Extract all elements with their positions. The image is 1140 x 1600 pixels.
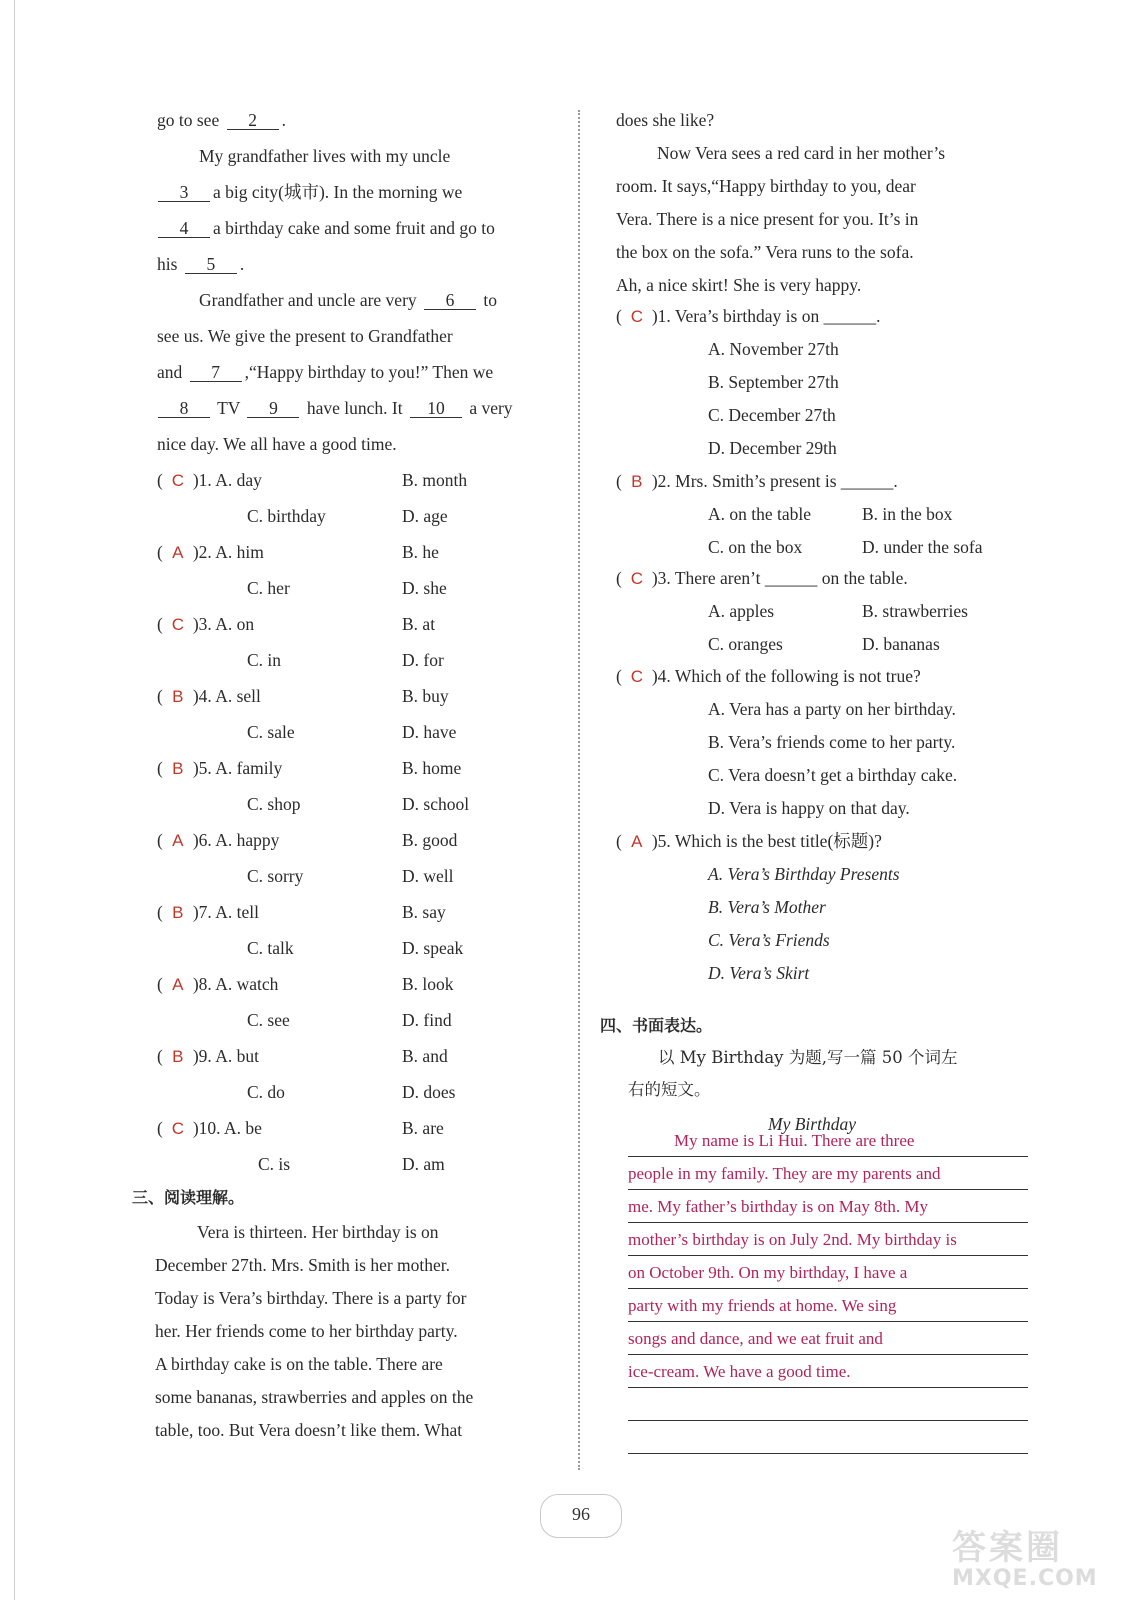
option-b: B. month	[402, 470, 468, 490]
option-b: B. buy	[402, 686, 449, 706]
cloze-question-row: ( B )9. A. but	[157, 1046, 259, 1066]
option-c: C. sale	[247, 722, 295, 742]
answer-mark: B	[172, 1047, 184, 1066]
answer-mark: A	[631, 832, 643, 851]
question-stem: )2. A. him	[192, 542, 264, 562]
cloze-text: a big city(城市). In the morning we	[213, 182, 463, 202]
site-watermark	[952, 1530, 1132, 1596]
question-stem: )5. Which is the best title(标题)?	[651, 831, 882, 851]
reading-question-q4: ( C )4. Which of the following is not true?	[616, 666, 921, 686]
cloze-question-row: ( C )10. A. be	[157, 1118, 262, 1138]
passage-line: the box on the sofa.” Vera runs to the sofa.	[616, 242, 914, 262]
answer-mark: A	[172, 831, 184, 850]
option-b: B. good	[402, 830, 458, 850]
cloze-text: a birthday cake and some fruit and go to	[213, 218, 495, 238]
option-b: B. he	[402, 542, 439, 562]
cloze-text: TV	[217, 398, 241, 418]
answer-mark: C	[630, 307, 643, 326]
cloze-text: have lunch. It	[306, 398, 403, 418]
option-c: C. is	[258, 1154, 291, 1174]
cloze-question-row: ( A )8. A. watch	[157, 974, 279, 994]
question-stem: )7. A. tell	[192, 902, 259, 922]
answer-mark: B	[172, 687, 184, 706]
option-a: A. on the table	[708, 504, 812, 524]
answer-mark: B	[172, 759, 184, 778]
answer-mark: C	[171, 1119, 184, 1138]
question-stem: )1. Vera’s birthday is on ______.	[651, 306, 881, 326]
question-stem: )1. A. day	[192, 470, 262, 490]
cloze-line-3	[155, 182, 462, 202]
answer-mark: C	[171, 471, 184, 490]
essay-line: songs and dance, and we eat fruit and	[628, 1324, 1028, 1355]
option-d: D. find	[402, 1010, 452, 1030]
option-c: C. oranges	[708, 634, 783, 654]
cloze-line-2: My grandfather lives with my uncle	[199, 146, 451, 166]
option-b: B. and	[402, 1046, 448, 1066]
cloze-text: ,“Happy birthday to you!” Then we	[244, 362, 494, 382]
option-b: B. Vera’s friends come to her party.	[708, 732, 956, 752]
passage-line: Vera is thirteen. Her birthday is on	[197, 1222, 439, 1242]
answer-mark: B	[172, 903, 184, 922]
cloze-question-row: ( A )2. A. him	[157, 542, 264, 562]
cloze-blank-4: 4	[158, 219, 210, 238]
question-stem: )6. A. happy	[192, 830, 280, 850]
essay-line	[628, 1390, 1028, 1421]
option-b: B. are	[402, 1118, 444, 1138]
option-d: D. school	[402, 794, 470, 814]
option-a: A. November 27th	[708, 339, 839, 359]
reading-question-q5: ( A )5. Which is the best title(标题)?	[616, 831, 882, 851]
option-d: D. she	[402, 578, 447, 598]
question-stem: )4. A. sell	[192, 686, 261, 706]
cloze-blank-7: 7	[190, 363, 242, 382]
cloze-blank-9: 9	[247, 399, 299, 418]
passage-line: Now Vera sees a red card in her mother’s	[657, 143, 945, 163]
cloze-text: Grandfather and uncle are very	[199, 290, 417, 310]
answer-mark: C	[171, 615, 184, 634]
option-a: A. apples	[708, 601, 775, 621]
passage-line: table, too. But Vera doesn’t like them. What	[155, 1420, 463, 1440]
cloze-blank-2: 2	[227, 111, 279, 130]
essay-line: My name is Li Hui. There are three	[628, 1126, 1028, 1157]
option-b: B. look	[402, 974, 454, 994]
answer-mark: B	[631, 472, 643, 491]
passage-line: December 27th. Mrs. Smith is her mother.	[155, 1255, 451, 1275]
watermark-logo-text: 答案圈	[952, 1528, 1063, 1568]
question-stem: )2. Mrs. Smith’s present is ______.	[651, 471, 898, 491]
question-stem: )8. A. watch	[192, 974, 279, 994]
essay-line: mother’s birthday is on July 2nd. My birthday is	[628, 1225, 1028, 1256]
option-a: A. Vera’s Birthday Presents	[708, 864, 900, 884]
cloze-text: .	[239, 254, 245, 274]
question-stem: )10. A. be	[192, 1118, 262, 1138]
passage-line: does she like?	[616, 110, 715, 130]
option-c: C. sorry	[247, 866, 304, 886]
essay-line: on October 9th. On my birthday, I have a	[628, 1258, 1028, 1289]
option-b: B. strawberries	[862, 601, 968, 621]
cloze-text: his	[157, 254, 178, 274]
passage-line: A birthday cake is on the table. There are	[155, 1354, 443, 1374]
cloze-line-6	[199, 290, 497, 310]
passage-line: Ah, a nice skirt! She is very happy.	[616, 275, 862, 295]
cloze-text: to	[483, 290, 498, 310]
cloze-line-9	[155, 398, 513, 418]
question-stem: )3. A. on	[192, 614, 255, 634]
cloze-question-row: ( B )4. A. sell	[157, 686, 261, 706]
writing-prompt-line-2: 右的短文。	[628, 1080, 711, 1099]
writing-prompt-line-1: 以 My Birthday 为题,写一篇 50 个词左	[658, 1048, 958, 1067]
option-d: D. December 29th	[708, 438, 837, 458]
option-b: B. at	[402, 614, 436, 634]
reading-question-q1: ( C )1. Vera’s birthday is on ______.	[616, 306, 881, 326]
option-d: D. have	[402, 722, 457, 742]
reading-question-q2: ( B )2. Mrs. Smith’s present is ______.	[616, 471, 898, 491]
cloze-line-8	[157, 362, 493, 382]
cloze-blank-6: 6	[424, 291, 476, 310]
option-c: C. shop	[247, 794, 301, 814]
writing-heading: 四、书面表达。	[600, 1016, 713, 1035]
question-stem: )9. A. but	[192, 1046, 259, 1066]
option-c: C. December 27th	[708, 405, 836, 425]
passage-line: Today is Vera’s birthday. There is a party for	[155, 1288, 467, 1308]
question-stem: )5. A. family	[192, 758, 283, 778]
cloze-line-7: see us. We give the present to Grandfather	[157, 326, 453, 346]
option-b: B. say	[402, 902, 446, 922]
cloze-blank-8: 8	[158, 399, 210, 418]
answer-mark: A	[172, 975, 184, 994]
cloze-text: .	[281, 110, 286, 130]
question-stem: )3. There aren’t ______ on the table.	[651, 568, 908, 588]
page-edge	[14, 0, 15, 1600]
answer-mark: A	[172, 543, 184, 562]
option-d: D. Vera is happy on that day.	[708, 798, 910, 818]
column-divider	[578, 110, 580, 1470]
cloze-question-row: ( A )6. A. happy	[157, 830, 280, 850]
essay-line: ice-cream. We have a good time.	[628, 1357, 1028, 1388]
option-c: C. Vera doesn’t get a birthday cake.	[708, 765, 958, 785]
cloze-text: and	[157, 362, 183, 382]
cloze-line-10: nice day. We all have a good time.	[157, 434, 397, 454]
essay-line: people in my family. They are my parents and	[628, 1159, 1028, 1190]
option-b: B. in the box	[862, 504, 953, 524]
cloze-line-1	[157, 110, 286, 130]
watermark-domain: MXQE.COM	[952, 1566, 1098, 1591]
option-d: D. Vera’s Skirt	[708, 963, 810, 983]
reading-question-q3: ( C )3. There aren’t ______ on the table.	[616, 568, 908, 588]
cloze-blank-5: 5	[185, 255, 237, 274]
cloze-text: go to see	[157, 110, 220, 130]
option-d: D. for	[402, 650, 444, 670]
question-stem: )4. Which of the following is not true?	[651, 666, 921, 686]
passage-line: her. Her friends come to her birthday party.	[155, 1321, 458, 1341]
answer-mark: C	[630, 667, 643, 686]
option-d: D. does	[402, 1082, 456, 1102]
option-d: D. speak	[402, 938, 464, 958]
option-c: C. her	[247, 578, 290, 598]
passage-line: room. It says,“Happy birthday to you, dear	[616, 176, 916, 196]
reading-heading: 三、阅读理解。	[132, 1188, 245, 1207]
option-d: D. bananas	[862, 634, 940, 654]
essay-line	[628, 1423, 1028, 1454]
option-c: C. do	[247, 1082, 285, 1102]
cloze-question-row: ( B )7. A. tell	[157, 902, 259, 922]
page-number: 96	[540, 1494, 622, 1538]
cloze-line-4	[155, 218, 495, 238]
cloze-question-row: ( C )1. A. day	[157, 470, 262, 490]
option-b: B. September 27th	[708, 372, 839, 392]
passage-line: Vera. There is a nice present for you. It’s in	[616, 209, 919, 229]
option-d: D. under the sofa	[862, 537, 983, 557]
essay-line: party with my friends at home. We sing	[628, 1291, 1028, 1322]
cloze-blank-10: 10	[410, 399, 462, 418]
cloze-question-row: ( C )3. A. on	[157, 614, 255, 634]
option-b: B. Vera’s Mother	[708, 897, 826, 917]
option-d: D. well	[402, 866, 454, 886]
answer-mark: C	[630, 569, 643, 588]
essay-line: me. My father’s birthday is on May 8th. My	[628, 1192, 1028, 1223]
option-c: C. see	[247, 1010, 290, 1030]
option-c: C. Vera’s Friends	[708, 930, 830, 950]
option-c: C. talk	[247, 938, 294, 958]
option-c: C. in	[247, 650, 282, 670]
option-d: D. am	[402, 1154, 445, 1174]
passage-line: some bananas, strawberries and apples on the	[155, 1387, 474, 1407]
option-c: C. on the box	[708, 537, 803, 557]
option-b: B. home	[402, 758, 462, 778]
cloze-text: a very	[469, 398, 513, 418]
cloze-question-row: ( B )5. A. family	[157, 758, 283, 778]
essay-title: My Birthday	[768, 1114, 856, 1134]
option-c: C. birthday	[247, 506, 326, 526]
option-d: D. age	[402, 506, 448, 526]
cloze-line-5	[157, 254, 244, 274]
cloze-blank-3: 3	[158, 183, 210, 202]
option-a: A. Vera has a party on her birthday.	[708, 699, 956, 719]
